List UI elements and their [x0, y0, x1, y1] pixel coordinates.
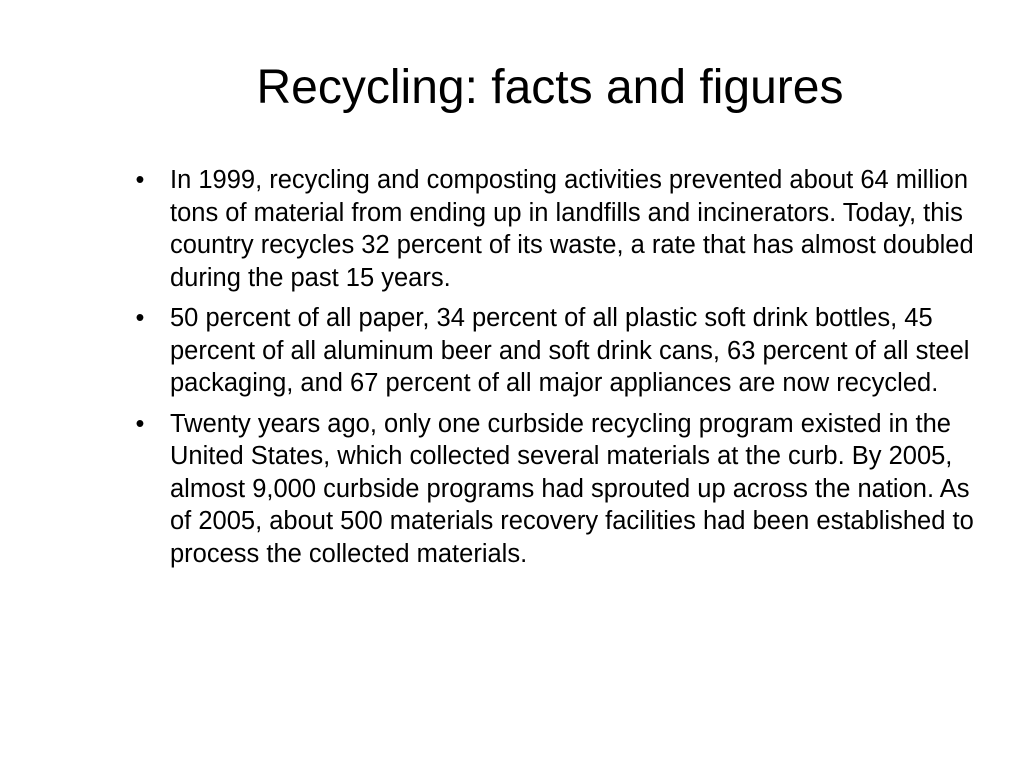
bullet-dot-icon: •: [135, 409, 145, 438]
bullet-item-2: [130, 302, 990, 400]
bullet-text-2: 50 percent of all paper, 34 percent of all plastic soft drink bottles, 45 percent of all aluminum beer and soft drink cans, 63 percent of all steel packaging, and 67 percent of all major appliances are now recycled.: [170, 304, 970, 397]
bullet-text-1: In 1999, recycling and composting activities prevented about 64 million tons of material from ending up in landfills and incinerators. Today, this country recycles 32 percent of its waste, a rate that has almost doubled during the past 15 years.: [170, 166, 974, 292]
slide-title: Recycling: facts and figures: [256, 61, 844, 114]
bullet-text-3: Twenty years ago, only one curbside recycling program existed in the United States, which collected several materials at the curb. By 2005, almost 9,000 curbside programs had sprouted up across the nation. As of 2005, about 500 materials recovery facilities had been established to process the collected materials.: [170, 409, 974, 568]
bullet-dot-icon: •: [135, 166, 145, 194]
bullet-dot-icon: •: [135, 304, 145, 332]
bullet-item-3: [130, 408, 990, 571]
bullet-list: [130, 164, 990, 578]
bullet-item-1: [130, 164, 990, 294]
